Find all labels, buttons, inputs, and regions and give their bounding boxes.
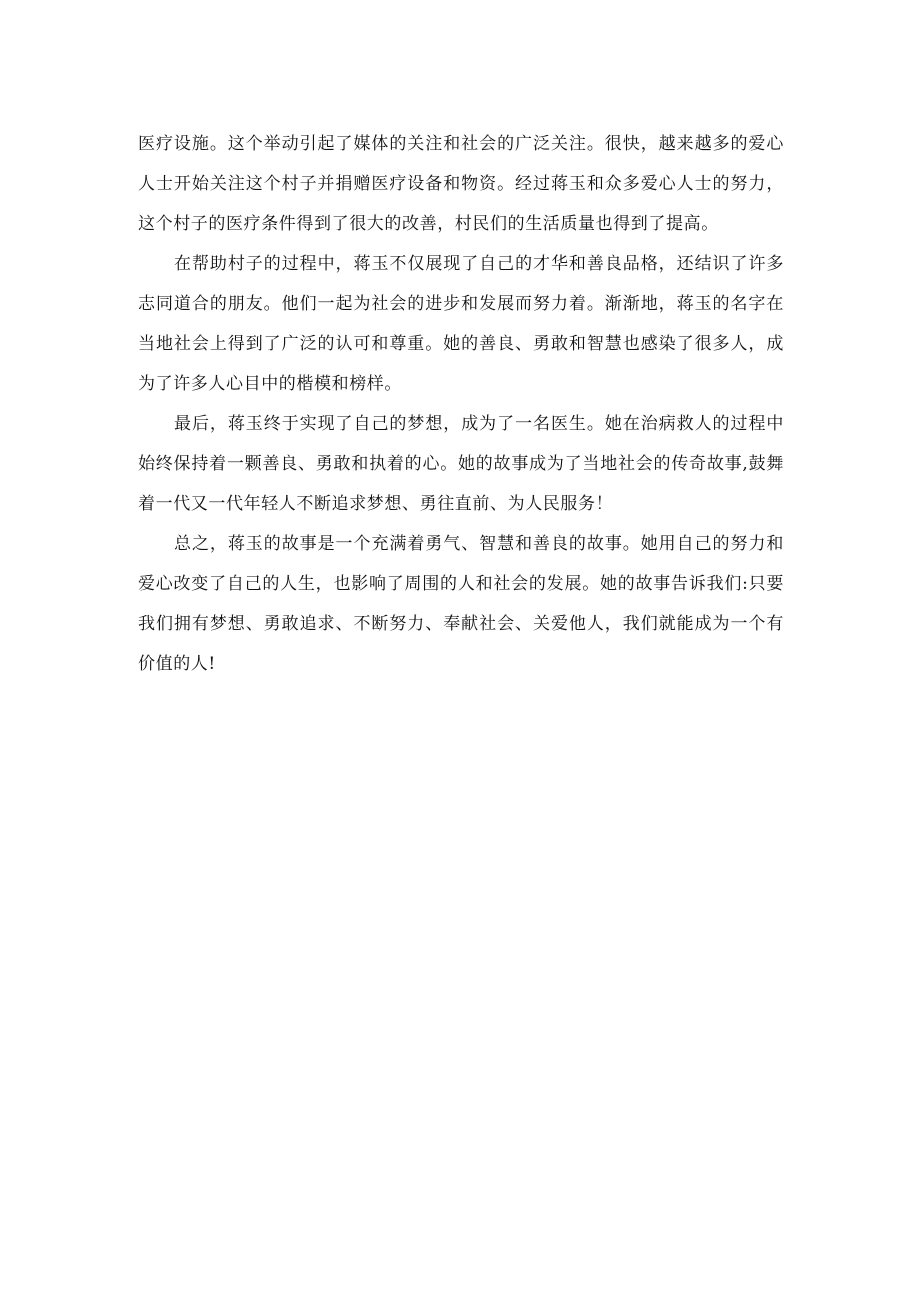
paragraph-conclusion: 总之，蒋玉的故事是一个充满着勇气、智慧和善良的故事。她用自己的努力和爱心改变了自己的人生，也影响了周围的人和社会的发展。她的故事告诉我们:只要我们拥有梦想、勇敢追求、不断努力、奉献社会、关爱他人，我们就能成为一个有价值的人! xyxy=(138,534,784,674)
paragraph-becoming-doctor: 最后，蒋玉终于实现了自己的梦想，成为了一名医生。她在治病救人的过程中始终保持着一颗善良、勇敢和执着的心。她的故事成为了当地社会的传奇故事,鼓舞着一代又一代年轻人不断追求梦想、勇往直前、为人民服务！ xyxy=(138,414,784,514)
paragraph-continuation: 医疗设施。这个举动引起了媒体的关注和社会的广泛关注。很快，越来越多的爱心人士开始关注这个村子并捐赠医疗设备和物资。经过蒋玉和众多爱心人士的努力，这个村子的医疗条件得到了很大的改善，村民们的生活质量也得到了提高。 xyxy=(138,134,784,234)
document-body xyxy=(138,124,784,684)
paragraph-helping-village: 在帮助村子的过程中，蒋玉不仅展现了自己的才华和善良品格，还结识了许多志同道合的朋友。他们一起为社会的进步和发展而努力着。渐渐地，蒋玉的名字在当地社会上得到了广泛的认可和尊重。她的善良、勇敢和智慧也感染了很多人，成为了许多人心目中的楷模和榜样。 xyxy=(138,254,784,394)
